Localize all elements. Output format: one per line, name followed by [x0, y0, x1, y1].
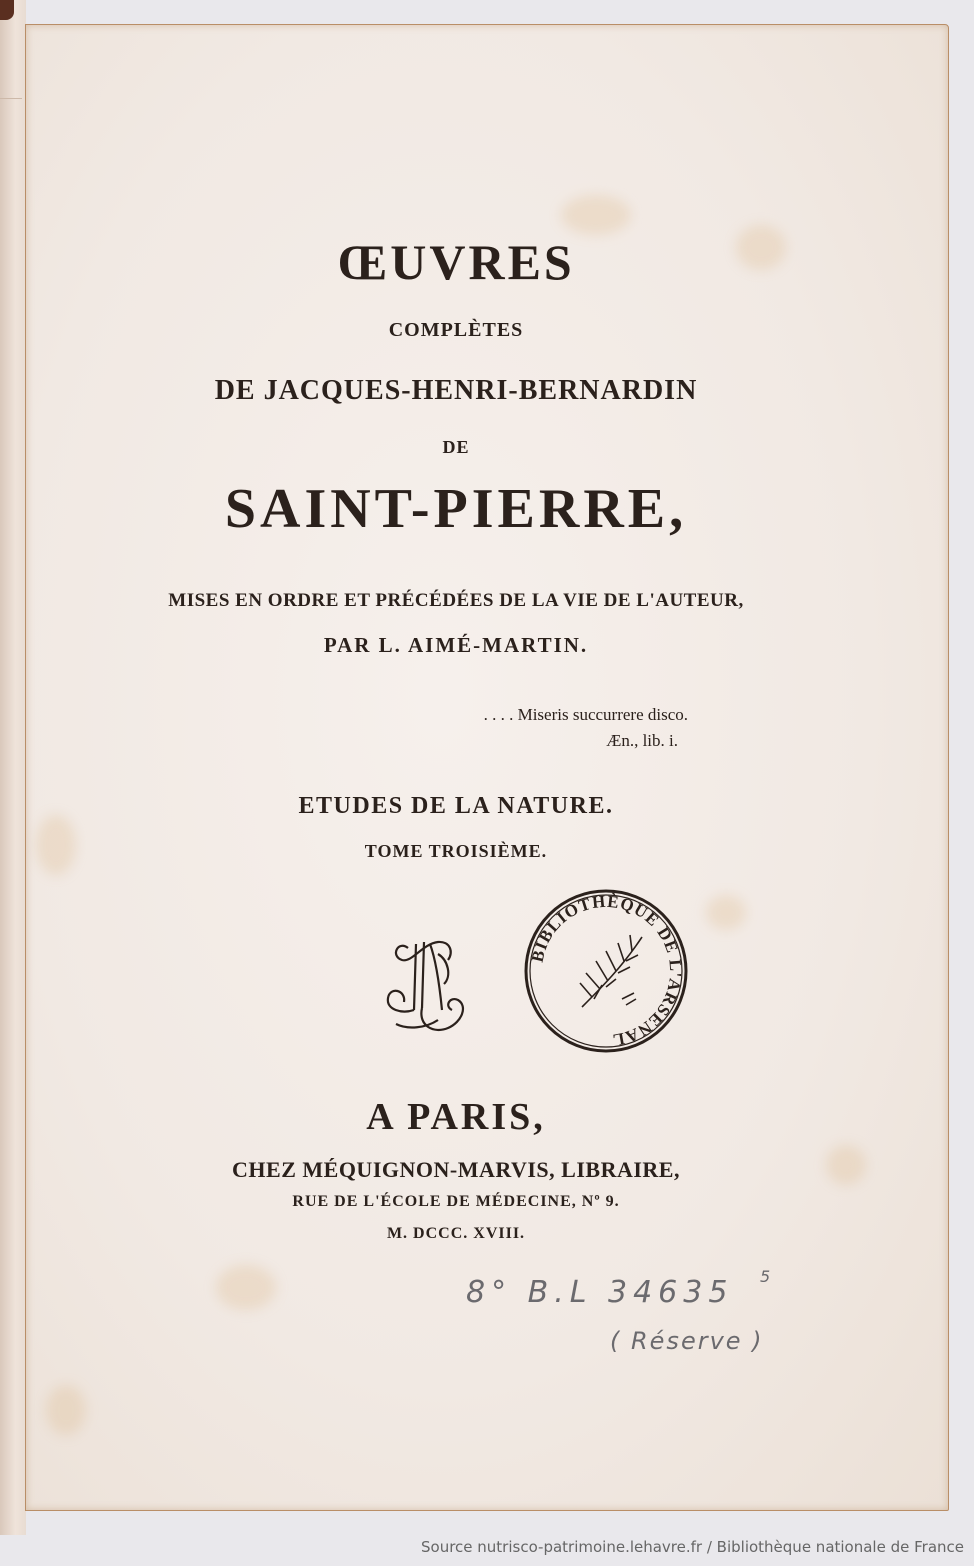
- work-title: ETUDES DE LA NATURE.: [298, 793, 614, 819]
- imprint-publisher: CHEZ MÉQUIGNON-MARVIS, LIBRAIRE,: [232, 1157, 680, 1182]
- shelfmark-superscript: 5: [760, 1267, 777, 1286]
- foxing-stain: [561, 195, 631, 235]
- foxing-stain: [216, 1265, 276, 1310]
- editor-name: PAR L. AIMÉ-MARTIN.: [323, 633, 589, 657]
- volume-label: TOME TROISIÈME.: [364, 841, 548, 861]
- foxing-stain: [706, 895, 746, 930]
- epigraph-source: Æn., lib. i.: [606, 731, 678, 750]
- editor-note: MISES EN ORDRE ET PRÉCÉDÉES DE LA VIE DE L'AUTEUR,: [168, 590, 744, 611]
- book-subtitle: COMPLÈTES: [388, 319, 524, 341]
- imprint-year: M. DCCC. XVIII.: [386, 1225, 526, 1242]
- title-page: [25, 24, 949, 1511]
- foxing-stain: [46, 1385, 86, 1435]
- author-line-1: DE JACQUES-HENRI-BERNARDIN: [214, 375, 698, 406]
- author-line-2: DE: [442, 437, 470, 457]
- book-binding-edge: [0, 0, 26, 1535]
- library-stamp-icon: [522, 887, 690, 1055]
- am-monogram-icon: [378, 930, 474, 1040]
- binding-fold: [0, 98, 22, 99]
- author-name: SAINT-PIERRE,: [224, 478, 688, 540]
- binding-leather-corner: [0, 0, 14, 20]
- epigraph-quote: . . . . Miseris succurrere disco.: [483, 705, 688, 724]
- svg-text:BIBLIOTHÈQUE DE L'ARSENAL: BIBLIOTHÈQUE DE L'ARSENAL: [527, 891, 686, 1050]
- imprint-address: RUE DE L'ÉCOLE DE MÉDECINE, Nº 9.: [292, 1193, 620, 1210]
- book-title: ŒUVRES: [337, 234, 575, 290]
- source-credit: Source nutrisco-patrimoine.lehavre.fr / Bibliothèque nationale de France: [421, 1538, 964, 1556]
- shelfmark-line-1: 8° B.L 34635: [466, 1275, 734, 1310]
- imprint-city: A PARIS,: [366, 1096, 546, 1138]
- shelfmark-line-2: ( Réserve ): [610, 1327, 764, 1355]
